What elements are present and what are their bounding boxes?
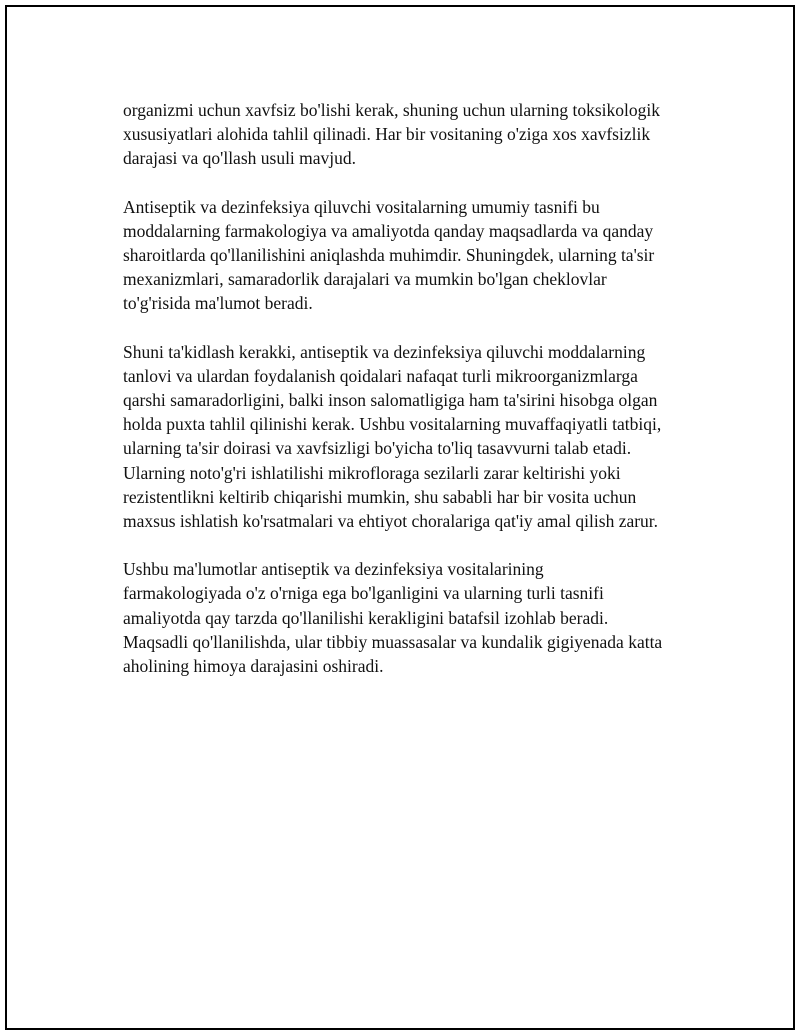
page-frame — [5, 5, 795, 1030]
paragraph-2: Antiseptik va dezinfeksiya qiluvchi vositalarning umumiy tasnifi bu moddalarning farmakologiya va amaliyotda qanday maqsadlarda va qanday sharoitlarda qo'llanilishini aniqlashda muhimdir. Shuningdek, ularning ta'sir mexanizmlari, samaradorlik darajalari va mumkin bo'lgan cheklovlar to'g'risida ma'lumot beradi. — [123, 196, 655, 314]
paragraph-3: Shuni ta'kidlash kerakki, antiseptik va dezinfeksiya qiluvchi moddalarning tanlovi va ulardan foydalanish qoidalari nafaqat turli mikroorganizmlarga qarshi samaradorligini, balki inson salomatligiga ham ta'sirini hisobga olgan holda puxta tahlil qilinishi kerak. Ushbu vositalarning muvaffaqiyatli tatbiqi, ularning ta'sir doirasi va xavfsizligi bo'yicha to'liq tasavvurni talab etadi. Ularning noto'g'ri ishlatilishi mikrofloraga sezilarli zarar keltirishi yoki rezistentlikni keltirib chiqarishi mumkin, shu sababli har bir vosita uchun maxsus ishlatish ko'rsatmalari va ehtiyot choralariga qat'iy amal qilish zarur. — [123, 341, 662, 532]
paragraph-4: Ushbu ma'lumotlar antiseptik va dezinfeksiya vositalarining farmakologiyada o'z o'rniga ega bo'lganligini va ularning turli tasnifi amaliyotda qay tarzda qo'llanilishi kerakligini batafsil izohlab beradi. Maqsadli qo'llanilishda, ular tibbiy muassasalar va kundalik gigiyenada katta aholining himoya darajasini oshiradi. — [123, 559, 663, 677]
paragraph-1: organizmi uchun xavfsiz bo'lishi kerak, shuning uchun ularning toksikologik xususiyatlari alohida tahlil qilinadi. Har bir vositaning o'ziga xos xavfsizlik darajasi va qo'llash usuli mavjud. — [123, 100, 660, 169]
document-body — [123, 98, 713, 702]
